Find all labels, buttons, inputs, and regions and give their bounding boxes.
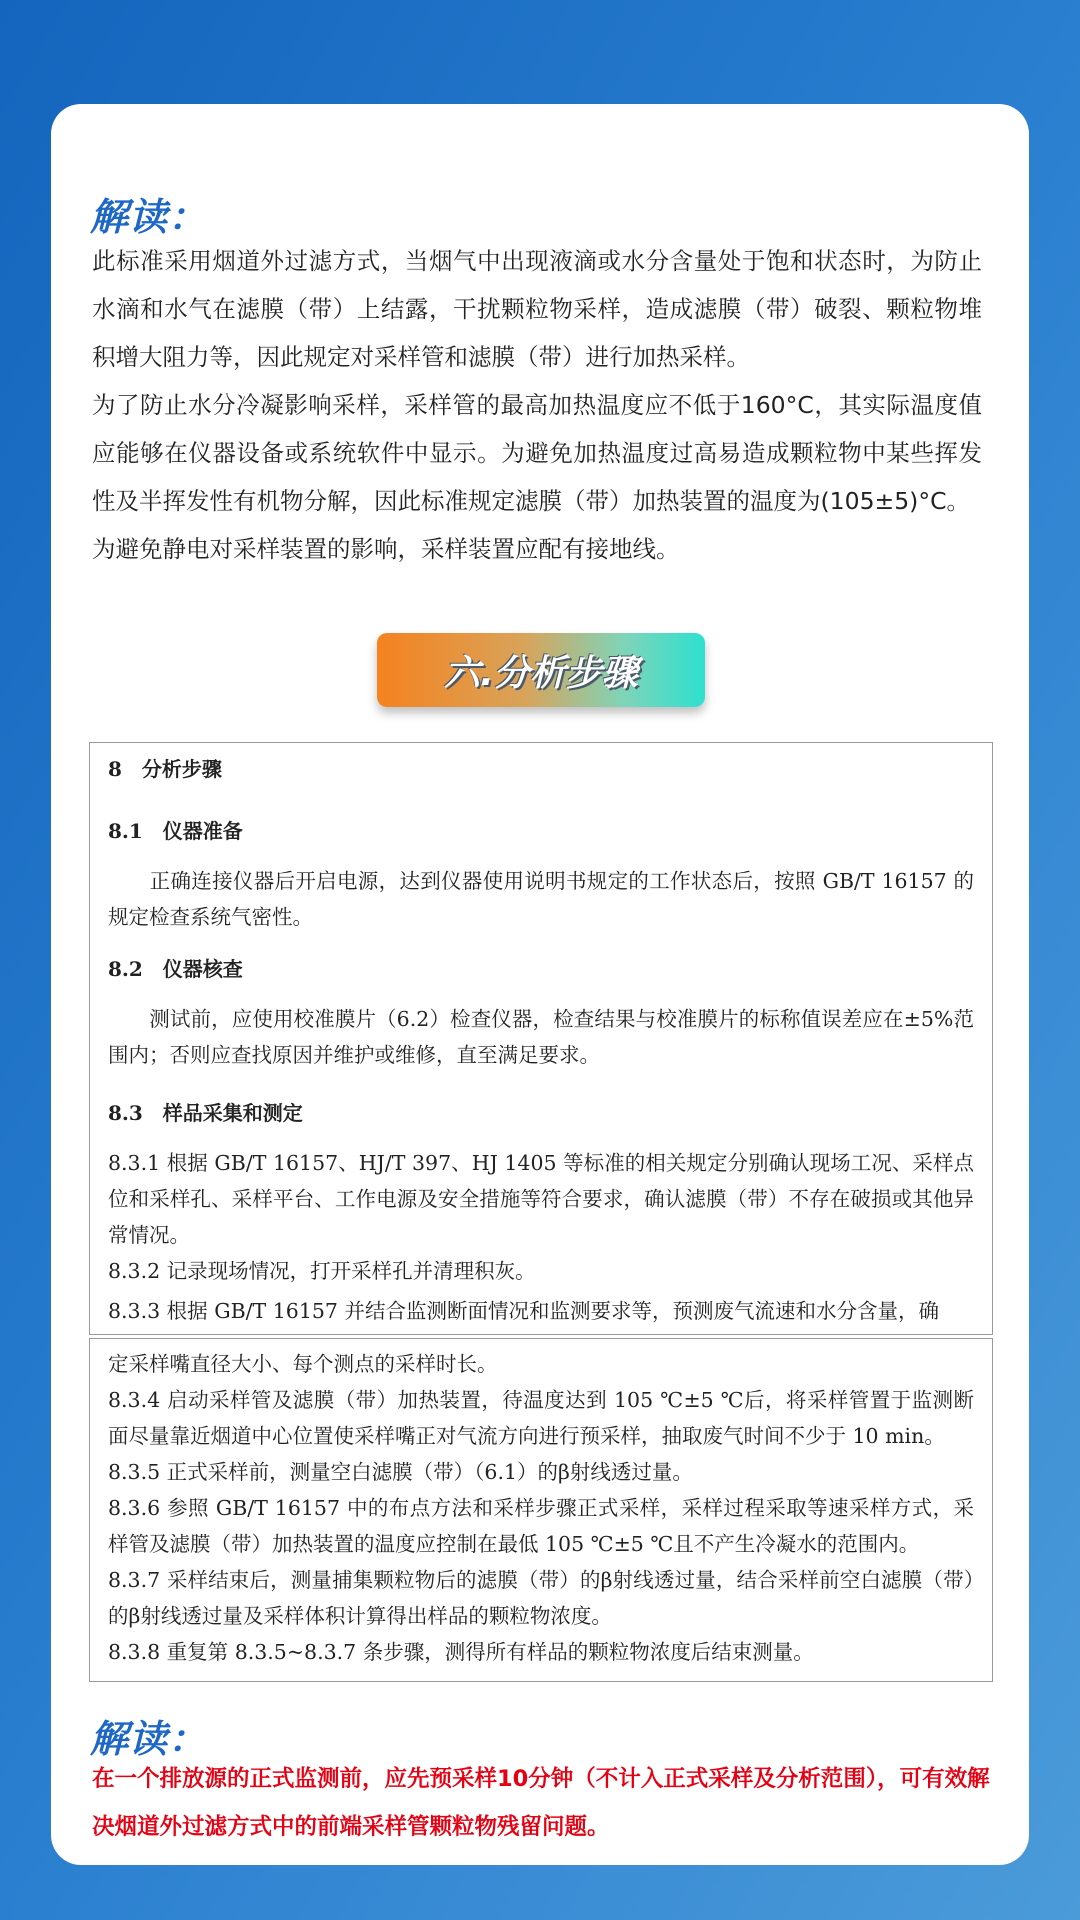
doc-paragraph: 8.3.7 采样结束后，测量捕集颗粒物后的滤膜（带）的β射线透过量，结合采样前空白滤膜（带）的β射线透过量及采样体积计算得出样品的颗粒物浓度。 (108, 1568, 974, 1628)
doc-paragraph: 8.3.3 根据 GB/T 16157 并结合监测断面情况和监测要求等，预测废气流速和水分含量，确 (108, 1299, 939, 1323)
doc-paragraph: 8.3.4 启动采样管及滤膜（带）加热装置，待温度达到 105 ℃±5 ℃后，将采样管置于监测断面尽量靠近烟道中心位置使采样嘴正对气流方向进行预采样，抽取废气时间不少于 10 min。 (108, 1388, 974, 1448)
doc-paragraph: 8.3.2 记录现场情况，打开采样孔并清理积灰。 (108, 1259, 536, 1283)
interpretation-heading: 解读： (90, 1717, 208, 1761)
interpretation-paragraph: 为避免静电对采样装置的影响，采样装置应配有接地线。 (92, 535, 680, 563)
section-heading: 8.2 仪器核查 (108, 957, 243, 981)
interpretation-heading: 解读： (90, 195, 208, 239)
doc-paragraph: 定采样嘴直径大小、每个测点的采样时长。 (108, 1352, 498, 1376)
interpretation-text (92, 237, 982, 573)
doc-paragraph: 测试前，应使用校准膜片（6.2）检查仪器，检查结果与校准膜片的标称值误差应在±5%范围内；否则应查找原因并维护或维修，直至满足要求。 (108, 1007, 974, 1067)
section-heading: 8.1 仪器准备 (108, 819, 243, 843)
interpretation-paragraph: 为了防止水分冷凝影响采样，采样管的最高加热温度应不低于160°C，其实际温度值应能够在仪器设备或系统软件中显示。为避免加热温度过高易造成颗粒物中某些挥发性及半挥发性有机物分解，因此标准规定滤膜（带）加热装置的温度为(105±5)°C。 (92, 391, 982, 515)
doc-paragraph: 8.3.1 根据 GB/T 16157、HJ/T 397、HJ 1405 等标准的相关规定分别确认现场工况、采样点位和采样孔、采样平台、工作电源及安全措施等符合要求，确认滤膜（带）不存在破损或其他异常情况。 (108, 1151, 974, 1247)
interpretation-highlight: 在一个排放源的正式监测前，应先预采样10分钟（不计入正式采样及分析范围），可有效解决烟道外过滤方式中的前端采样管颗粒物残留问题。 (92, 1766, 990, 1840)
interpretation-paragraph: 此标准采用烟道外过滤方式，当烟气中出现液滴或水分含量处于饱和状态时，为防止水滴和水气在滤膜（带）上结露，干扰颗粒物采样，造成滤膜（带）破裂、颗粒物堆积增大阻力等，因此规定对采样管和滤膜（带）进行加热采样。 (92, 247, 982, 371)
section-title: 六.分析步骤 (444, 652, 638, 694)
section-heading: 8 分析步骤 (108, 757, 222, 781)
doc-paragraph: 8.3.5 正式采样前，测量空白滤膜（带）（6.1）的β射线透过量。 (108, 1460, 693, 1484)
doc-paragraph: 正确连接仪器后开启电源，达到仪器使用说明书规定的工作状态后，按照 GB/T 16157 的规定检查系统气密性。 (108, 869, 974, 929)
section-heading: 8.3 样品采集和测定 (108, 1101, 303, 1125)
section-banner (377, 633, 705, 707)
doc-paragraph: 8.3.6 参照 GB/T 16157 中的布点方法和采样步骤正式采样，采样过程采取等速采样方式，采样管及滤膜（带）加热装置的温度应控制在最低 105 ℃±5 ℃且不产生冷凝水的范围内。 (108, 1496, 974, 1556)
doc-paragraph: 8.3.8 重复第 8.3.5~8.3.7 条步骤，测得所有样品的颗粒物浓度后结束测量。 (108, 1640, 814, 1664)
standard-excerpt-part2 (89, 1338, 993, 1682)
standard-excerpt-part1 (89, 742, 993, 1335)
